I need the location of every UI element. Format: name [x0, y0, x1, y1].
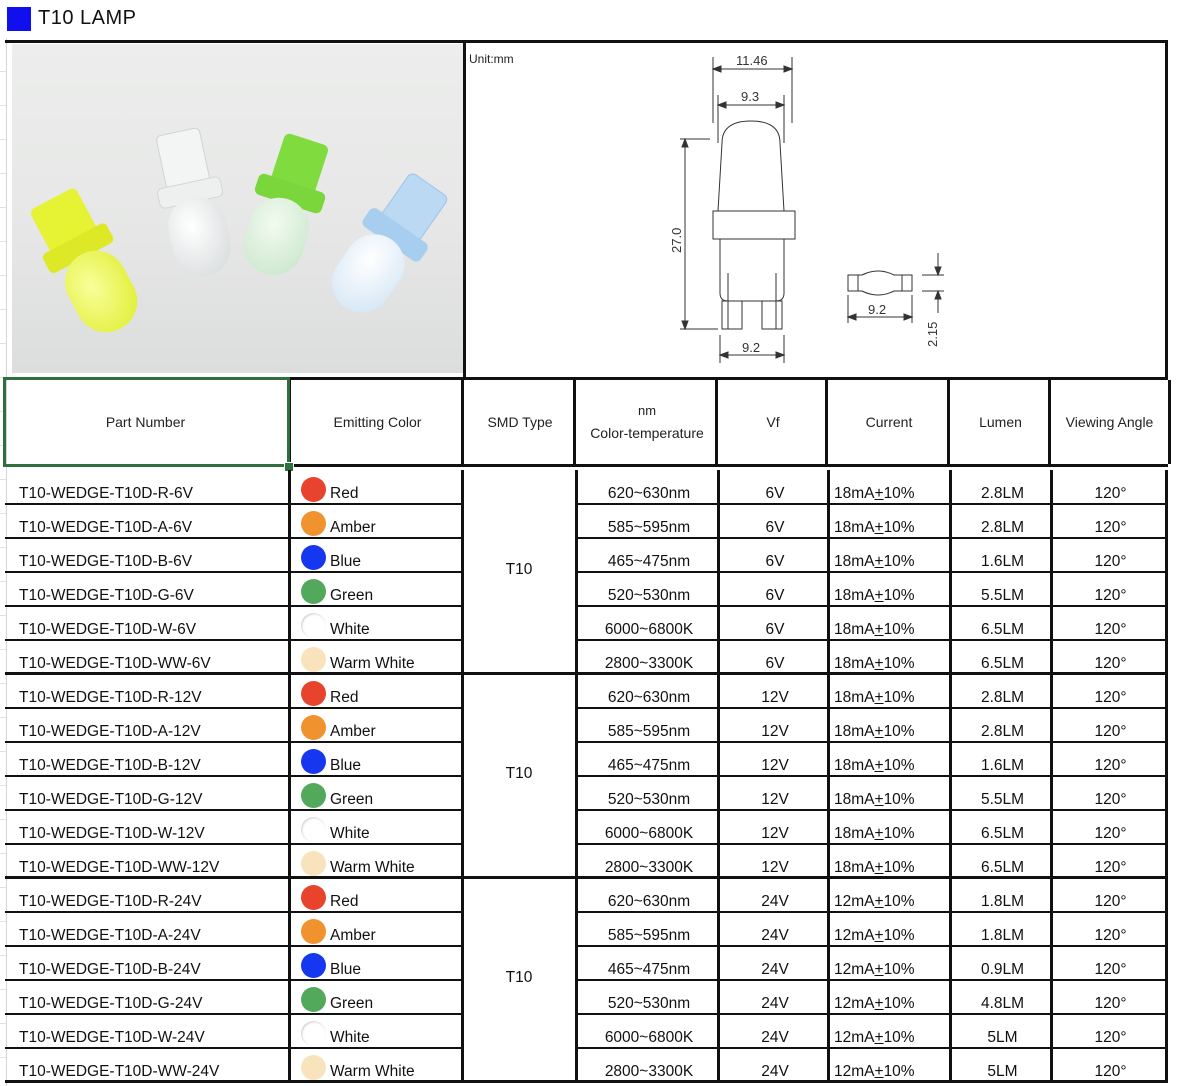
- dim-9-3: 9.3: [741, 89, 760, 104]
- selected-cell-highlight[interactable]: [3, 377, 290, 467]
- header-nm-line2: Color-temperature: [590, 425, 704, 441]
- wavelength-cell[interactable]: 585~595nm: [607, 519, 691, 536]
- wavelength-cell[interactable]: 585~595nm: [607, 723, 691, 740]
- lumen-cell[interactable]: 6.5LM: [980, 859, 1025, 876]
- color-dot-icon: [301, 613, 326, 638]
- current-cell[interactable]: 12mA + 10%: [834, 1063, 915, 1080]
- vf-cell[interactable]: 12V: [761, 791, 789, 808]
- part-number-cell[interactable]: T10-WEDGE-T10D-A-24V: [19, 927, 201, 944]
- lumen-cell[interactable]: 5LM: [987, 1029, 1018, 1046]
- emitting-color-label: White: [330, 621, 370, 638]
- lumen-cell[interactable]: 2.8LM: [980, 519, 1025, 536]
- wavelength-cell[interactable]: 2800~3300K: [604, 655, 694, 672]
- lumen-cell[interactable]: 5.5LM: [980, 587, 1025, 604]
- emitting-color-cell[interactable]: [288, 538, 463, 572]
- emitting-color-label: Amber: [330, 927, 376, 944]
- viewing-angle-cell[interactable]: 120°: [1094, 927, 1127, 944]
- current-cell[interactable]: 18mA + 10%: [834, 859, 915, 876]
- color-dot-icon: [301, 579, 326, 604]
- wavelength-cell[interactable]: 585~595nm: [607, 927, 691, 944]
- emitting-color-label: Red: [330, 689, 359, 706]
- emitting-color-cell[interactable]: [288, 504, 463, 538]
- table-row: [5, 504, 1168, 538]
- current-cell[interactable]: 18mA + 10%: [834, 791, 915, 808]
- table-row: [5, 742, 1168, 776]
- header-vf[interactable]: Vf: [715, 380, 828, 464]
- emitting-color-cell[interactable]: [288, 844, 463, 878]
- vf-cell[interactable]: 24V: [761, 1029, 789, 1046]
- current-cell[interactable]: 12mA + 10%: [834, 995, 915, 1012]
- wavelength-cell[interactable]: 620~630nm: [607, 893, 691, 910]
- current-cell[interactable]: 18mA + 10%: [834, 825, 915, 842]
- table-row: [5, 538, 1168, 572]
- emitting-color-label: Green: [330, 791, 374, 808]
- viewing-angle-cell[interactable]: 120°: [1094, 1029, 1127, 1046]
- emitting-color-label: Amber: [330, 519, 376, 536]
- wavelength-cell[interactable]: 2800~3300K: [604, 1063, 694, 1080]
- wavelength-cell[interactable]: 520~530nm: [607, 587, 691, 604]
- viewing-angle-cell[interactable]: 120°: [1094, 791, 1127, 808]
- color-dot-icon: [301, 511, 326, 536]
- table-row: [5, 1014, 1168, 1048]
- nm-vf-rule: [717, 470, 720, 1082]
- table-row: [5, 912, 1168, 946]
- dim-11-46: 11.46: [736, 53, 768, 68]
- emitting-color-label: Green: [330, 995, 374, 1012]
- current-cell[interactable]: 18mA + 10%: [834, 655, 915, 672]
- vf-cell[interactable]: 6V: [765, 655, 785, 672]
- emitting-color-cell[interactable]: [288, 980, 463, 1014]
- table-body: [5, 470, 1168, 1082]
- part-number-cell[interactable]: T10-WEDGE-T10D-B-6V: [19, 553, 193, 570]
- lumen-cell[interactable]: 1.8LM: [980, 927, 1025, 944]
- title-color-swatch: [7, 7, 31, 31]
- header-nm-color-temp[interactable]: [573, 380, 718, 464]
- current-cell[interactable]: 18mA + 10%: [834, 519, 915, 536]
- header-nm-line1: nm: [637, 403, 657, 418]
- color-dot-icon: [301, 1021, 326, 1046]
- emitting-color-label: Blue: [330, 961, 362, 978]
- smd-nm-rule: [575, 470, 578, 1082]
- wavelength-cell[interactable]: 465~475nm: [607, 757, 691, 774]
- current-cell[interactable]: 12mA + 10%: [834, 1029, 915, 1046]
- row-divider: [5, 1080, 463, 1083]
- vf-cell[interactable]: 12V: [761, 757, 789, 774]
- viewing-angle-cell[interactable]: 120°: [1094, 587, 1127, 604]
- emitting-color-label: Red: [330, 485, 359, 502]
- current-cell[interactable]: 18mA + 10%: [834, 723, 915, 740]
- emitting-color-label: Warm White: [330, 655, 415, 672]
- part-number-cell[interactable]: T10-WEDGE-T10D-WW-6V: [19, 655, 211, 672]
- emitting-color-cell[interactable]: [288, 946, 463, 980]
- part-number-cell[interactable]: T10-WEDGE-T10D-R-12V: [19, 689, 202, 706]
- lumen-cell[interactable]: 0.9LM: [980, 961, 1025, 978]
- vf-cell[interactable]: 6V: [765, 587, 785, 604]
- lumen-cell[interactable]: 6.5LM: [980, 825, 1025, 842]
- emitting-color-label: White: [330, 825, 370, 842]
- part-number-cell[interactable]: T10-WEDGE-T10D-WW-12V: [19, 859, 220, 876]
- part-color-rule: [288, 470, 291, 1082]
- current-cell[interactable]: 18mA + 10%: [834, 689, 915, 706]
- table-row: [5, 980, 1168, 1014]
- t10-lamp-bulbs-photo: [12, 44, 463, 373]
- color-smd-rule: [461, 470, 464, 1082]
- lumen-angle-rule: [1050, 470, 1053, 1082]
- emitting-color-label: Warm White: [330, 859, 415, 876]
- emitting-color-cell[interactable]: [288, 572, 463, 606]
- table-row: [5, 946, 1168, 980]
- color-dot-icon: [301, 545, 326, 570]
- emitting-color-cell[interactable]: [288, 1014, 463, 1048]
- header-emitting-color[interactable]: Emitting Color: [288, 380, 464, 464]
- viewing-angle-cell[interactable]: 120°: [1094, 757, 1127, 774]
- viewing-angle-cell[interactable]: 120°: [1094, 621, 1127, 638]
- color-dot-icon: [301, 749, 326, 774]
- color-dot-icon: [301, 681, 326, 706]
- table-row: [5, 640, 1168, 674]
- lumen-cell[interactable]: 1.6LM: [980, 757, 1025, 774]
- color-dot-icon: [301, 885, 326, 910]
- emitting-color-label: Blue: [330, 757, 362, 774]
- table-row: [5, 776, 1168, 810]
- dimension-drawing: [466, 43, 1165, 377]
- emitting-color-cell[interactable]: [288, 810, 463, 844]
- part-number-cell[interactable]: T10-WEDGE-T10D-B-12V: [19, 757, 201, 774]
- current-cell[interactable]: 18mA + 10%: [834, 587, 915, 604]
- header-smd-type[interactable]: SMD Type: [461, 380, 576, 464]
- emitting-color-label: Green: [330, 587, 374, 604]
- blue-bulb: [316, 165, 459, 327]
- vf-cell[interactable]: 6V: [765, 485, 785, 502]
- vf-cell[interactable]: 6V: [765, 553, 785, 570]
- wavelength-cell[interactable]: 520~530nm: [607, 791, 691, 808]
- viewing-angle-cell[interactable]: 120°: [1094, 723, 1127, 740]
- color-dot-icon: [301, 715, 326, 740]
- smd-type-cell[interactable]: T10: [505, 561, 533, 578]
- product-photo: [12, 44, 463, 373]
- unit-label: Unit:mm: [469, 52, 514, 66]
- viewing-angle-cell[interactable]: 120°: [1094, 825, 1127, 842]
- current-cell[interactable]: 18mA + 10%: [834, 621, 915, 638]
- vf-cell[interactable]: 24V: [761, 1063, 789, 1080]
- emitting-color-cell[interactable]: [288, 776, 463, 810]
- emitting-color-label: Warm White: [330, 1063, 415, 1080]
- wavelength-cell[interactable]: 620~630nm: [607, 689, 691, 706]
- viewing-angle-cell[interactable]: 120°: [1094, 485, 1127, 502]
- part-number-cell[interactable]: T10-WEDGE-T10D-G-6V: [19, 587, 194, 604]
- color-dot-icon: [301, 647, 326, 672]
- color-dot-icon: [301, 987, 326, 1012]
- clear-bulb: [146, 125, 239, 282]
- emitting-color-cell[interactable]: [288, 708, 463, 742]
- emitting-color-cell[interactable]: [288, 912, 463, 946]
- lumen-cell[interactable]: 5LM: [987, 1063, 1018, 1080]
- title-bar: [0, 0, 1178, 38]
- color-dot-icon: [301, 953, 326, 978]
- lumen-cell[interactable]: 2.8LM: [980, 723, 1025, 740]
- smd-type-cell[interactable]: T10: [505, 969, 533, 986]
- group-divider: [463, 1080, 575, 1083]
- vf-current-rule: [827, 470, 830, 1082]
- wavelength-cell[interactable]: 520~530nm: [607, 995, 691, 1012]
- viewing-angle-cell[interactable]: 120°: [1094, 1063, 1127, 1080]
- table-row: [5, 844, 1168, 878]
- vf-cell[interactable]: 6V: [765, 519, 785, 536]
- smd-type-cell[interactable]: T10: [505, 765, 533, 782]
- table-row: [5, 606, 1168, 640]
- vf-cell[interactable]: 24V: [761, 995, 789, 1012]
- t10-dimension-diagram: [466, 43, 1165, 377]
- wavelength-cell[interactable]: 6000~6800K: [604, 1029, 694, 1046]
- dim-2-15: 2.15: [925, 321, 940, 347]
- vf-cell[interactable]: 6V: [765, 621, 785, 638]
- part-number-cell[interactable]: T10-WEDGE-T10D-W-24V: [19, 1029, 205, 1046]
- wavelength-cell[interactable]: 465~475nm: [607, 961, 691, 978]
- part-number-cell[interactable]: T10-WEDGE-T10D-WW-24V: [19, 1063, 220, 1080]
- lumen-cell[interactable]: 6.5LM: [980, 621, 1025, 638]
- emitting-color-label: Amber: [330, 723, 376, 740]
- lumen-cell[interactable]: 4.8LM: [980, 995, 1025, 1012]
- header-current[interactable]: Current: [825, 380, 950, 464]
- emitting-color-cell[interactable]: [288, 674, 463, 708]
- part-number-cell[interactable]: T10-WEDGE-T10D-R-24V: [19, 893, 202, 910]
- table-row: [5, 1048, 1168, 1082]
- sheet-title: T10 LAMP: [38, 7, 137, 29]
- part-number-cell[interactable]: T10-WEDGE-T10D-A-12V: [19, 723, 201, 740]
- part-number-cell[interactable]: T10-WEDGE-T10D-W-12V: [19, 825, 205, 842]
- viewing-angle-cell[interactable]: 120°: [1094, 995, 1127, 1012]
- part-number-cell[interactable]: T10-WEDGE-T10D-A-6V: [19, 519, 193, 536]
- green-bulb: [231, 129, 341, 285]
- current-cell[interactable]: 18mA + 10%: [834, 485, 915, 502]
- lumen-cell[interactable]: 2.8LM: [980, 485, 1025, 502]
- table-row: [5, 708, 1168, 742]
- table-right-rule: [1165, 470, 1168, 1082]
- wavelength-cell[interactable]: 620~630nm: [607, 485, 691, 502]
- row-divider: [575, 1080, 1168, 1083]
- header-lumen[interactable]: Lumen: [947, 380, 1051, 464]
- viewing-angle-cell[interactable]: 120°: [1094, 859, 1127, 876]
- color-dot-icon: [301, 851, 326, 876]
- wavelength-cell[interactable]: 6000~6800K: [604, 825, 694, 842]
- part-number-cell[interactable]: T10-WEDGE-T10D-B-24V: [19, 961, 201, 978]
- lumen-cell[interactable]: 1.6LM: [980, 553, 1025, 570]
- part-number-cell[interactable]: T10-WEDGE-T10D-W-6V: [19, 621, 197, 638]
- current-cell[interactable]: 12mA + 10%: [834, 893, 915, 910]
- dim-base-9-2: 9.2: [742, 340, 761, 355]
- emitting-color-cell[interactable]: [288, 640, 463, 674]
- color-dot-icon: [301, 1055, 326, 1080]
- wavelength-cell[interactable]: 465~475nm: [607, 553, 691, 570]
- table-row: [5, 674, 1168, 708]
- viewing-angle-cell[interactable]: 120°: [1094, 689, 1127, 706]
- lumen-cell[interactable]: 1.8LM: [980, 893, 1025, 910]
- vf-cell[interactable]: 12V: [761, 825, 789, 842]
- color-dot-icon: [301, 919, 326, 944]
- viewing-angle-cell[interactable]: 120°: [1094, 553, 1127, 570]
- viewing-angle-cell[interactable]: 120°: [1094, 655, 1127, 672]
- header-part-number[interactable]: Part Number: [105, 414, 186, 430]
- current-cell[interactable]: 12mA + 10%: [834, 961, 915, 978]
- current-cell[interactable]: 12mA + 10%: [834, 927, 915, 944]
- viewing-angle-cell[interactable]: 120°: [1094, 519, 1127, 536]
- table-row: [5, 810, 1168, 844]
- dim-27-0: 27.0: [669, 227, 684, 253]
- vf-cell[interactable]: 12V: [761, 723, 789, 740]
- vf-cell[interactable]: 24V: [761, 893, 789, 910]
- emitting-color-label: Blue: [330, 553, 362, 570]
- part-number-cell[interactable]: T10-WEDGE-T10D-G-24V: [19, 995, 203, 1012]
- lumen-cell[interactable]: 6.5LM: [980, 655, 1025, 672]
- header-viewing-angle[interactable]: Viewing Angle: [1048, 380, 1171, 464]
- color-dot-icon: [301, 783, 326, 808]
- wavelength-cell[interactable]: 2800~3300K: [604, 859, 694, 876]
- vf-cell[interactable]: 12V: [761, 689, 789, 706]
- viewing-angle-cell[interactable]: 120°: [1094, 893, 1127, 910]
- table-row: [5, 470, 1168, 504]
- vf-cell[interactable]: 12V: [761, 859, 789, 876]
- dim-side-9-2: 9.2: [868, 302, 887, 317]
- current-lumen-rule: [949, 470, 952, 1082]
- emitting-color-label: White: [330, 1029, 370, 1046]
- part-number-cell[interactable]: T10-WEDGE-T10D-R-6V: [19, 485, 193, 502]
- color-dot-icon: [301, 817, 326, 842]
- emitting-color-cell[interactable]: [288, 606, 463, 640]
- vf-cell[interactable]: 24V: [761, 927, 789, 944]
- emitting-color-label: Red: [330, 893, 359, 910]
- table-row: [5, 572, 1168, 606]
- viewing-angle-cell[interactable]: 120°: [1094, 961, 1127, 978]
- color-dot-icon: [301, 477, 326, 502]
- yellow-bulb: [20, 182, 153, 346]
- emitting-color-cell[interactable]: [288, 470, 463, 504]
- current-cell[interactable]: 18mA + 10%: [834, 757, 915, 774]
- table-row: [5, 878, 1168, 912]
- part-number-cell[interactable]: T10-WEDGE-T10D-G-12V: [19, 791, 203, 808]
- emitting-color-cell[interactable]: [288, 1048, 463, 1082]
- emitting-color-cell[interactable]: [288, 742, 463, 776]
- lumen-cell[interactable]: 2.8LM: [980, 689, 1025, 706]
- lumen-cell[interactable]: 5.5LM: [980, 791, 1025, 808]
- vf-cell[interactable]: 24V: [761, 961, 789, 978]
- wavelength-cell[interactable]: 6000~6800K: [604, 621, 694, 638]
- emitting-color-cell[interactable]: [288, 878, 463, 912]
- current-cell[interactable]: 18mA + 10%: [834, 553, 915, 570]
